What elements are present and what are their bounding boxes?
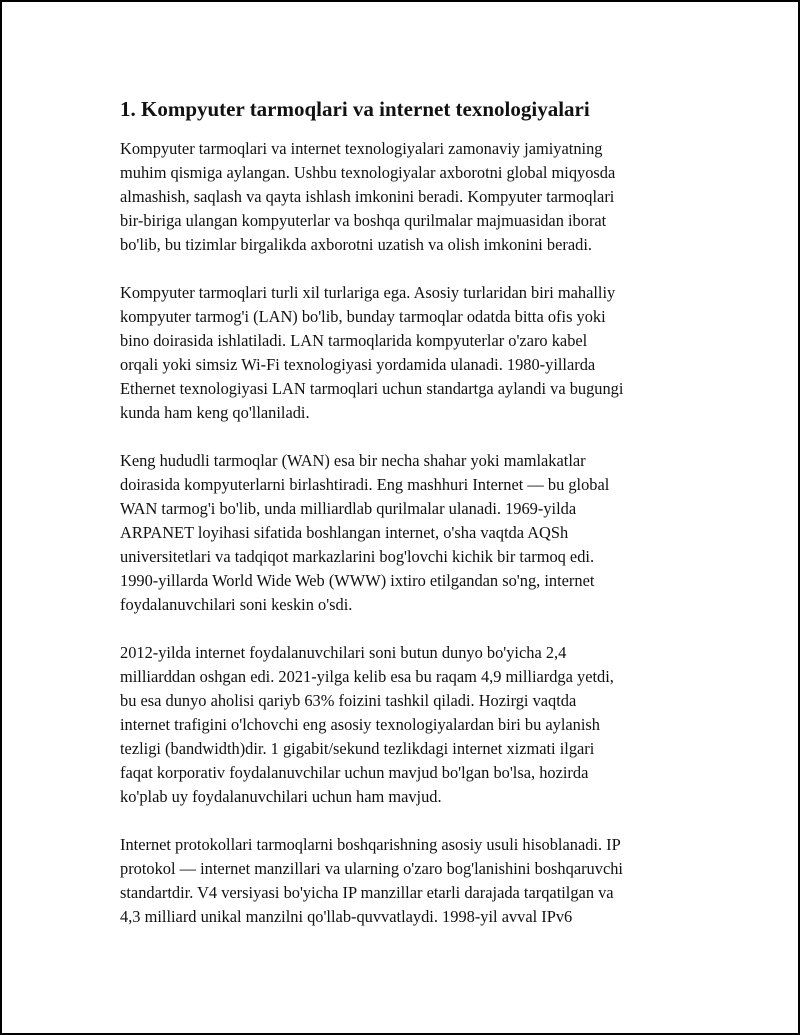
paragraph-line: doirasida kompyuterlarni birlashtiradi. Eng mashhuri Internet — bu global xyxy=(120,475,610,494)
paragraph-line: bu esa dunyo aholisi qariyb 63% foizini tashkil qiladi. Hozirgi vaqtda xyxy=(120,691,577,710)
paragraph-line: bo'lib, bu tizimlar birgalikda axborotni uzatish va olish imkonini beradi. xyxy=(120,235,592,254)
paragraph-line: ARPANET loyihasi sifatida boshlangan internet, o'sha vaqtda AQSh xyxy=(120,523,569,542)
paragraph-line: 2012-yilda internet foydalanuvchilari soni butun dunyo bo'yicha 2,4 xyxy=(120,643,567,662)
paragraph-line: universitetlari va tadqiqot markazlarini bog'lovchi kichik bir tarmoq edi. xyxy=(120,547,595,566)
paragraph-line: milliarddan oshgan edi. 2021-yilga kelib esa bu raqam 4,9 milliardga yetdi, xyxy=(120,667,614,686)
paragraph-4 xyxy=(120,641,700,809)
paragraph-line: tezligi (bandwidth)dir. 1 gigabit/sekund tezlikdagi internet xizmati ilgari xyxy=(120,739,595,758)
paragraph-line: orqali yoki simsiz Wi-Fi texnologiyasi yordamida ulanadi. 1980-yillarda xyxy=(120,355,596,374)
paragraph-line: Ethernet texnologiyasi LAN tarmoqlari uchun standartga aylandi va bugungi xyxy=(120,379,624,398)
paragraph-line: almashish, saqlash va qayta ishlash imkonini beradi. Kompyuter tarmoqlari xyxy=(120,187,615,206)
paragraph-line: Kompyuter tarmoqlari va internet texnologiyalari zamonaviy jamiyatning xyxy=(120,139,603,158)
paragraph-line: faqat korporativ foydalanuvchilar uchun mavjud bo'lgan bo'lsa, hozirda xyxy=(120,763,589,782)
paragraph-5 xyxy=(120,833,700,929)
paragraph-line: Internet protokollari tarmoqlarni boshqarishning asosiy usuli hisoblanadi. IP xyxy=(120,835,621,854)
paragraph-3 xyxy=(120,449,700,617)
paragraph-2 xyxy=(120,281,700,425)
paragraph-line: 1990-yillarda World Wide Web (WWW) ixtiro etilgandan so'ng, internet xyxy=(120,571,595,590)
paragraph-line: bir-biriga ulangan kompyuterlar va boshqa qurilmalar majmuasidan iborat xyxy=(120,211,607,230)
paragraph-line: 4,3 milliard unikal manzilni qo'llab-quvvatlaydi. 1998-yil avval IPv6 xyxy=(120,907,573,926)
paragraph-line: kunda ham keng qo'llaniladi. xyxy=(120,403,310,422)
paragraph-line: WAN tarmog'i bo'lib, unda milliardlab qurilmalar ulanadi. 1969-yilda xyxy=(120,499,577,518)
paragraph-line: protokol — internet manzillari va ularning o'zaro bog'lanishini boshqaruvchi xyxy=(120,859,623,878)
paragraph-line: Keng hududli tarmoqlar (WAN) esa bir necha shahar yoki mamlakatlar xyxy=(120,451,586,470)
paragraph-line: bino doirasida ishlatiladi. LAN tarmoqlarida kompyuterlar o'zaro kabel xyxy=(120,331,588,350)
paragraph-line: foydalanuvchilari soni keskin o'sdi. xyxy=(120,595,353,614)
paragraph-line: ko'plab uy foydalanuvchilari uchun ham mavjud. xyxy=(120,787,442,806)
paragraph-line: kompyuter tarmog'i (LAN) bo'lib, bunday tarmoqlar odatda bitta ofis yoki xyxy=(120,307,606,326)
document-content xyxy=(120,96,700,953)
paragraph-1 xyxy=(120,137,700,257)
document-title: 1. Kompyuter tarmoqlari va internet texnologiyalari xyxy=(120,97,590,121)
paragraph-line: muhim qismiga aylangan. Ushbu texnologiyalar axborotni global miqyosda xyxy=(120,163,616,182)
paragraph-line: internet trafigini o'lchovchi eng asosiy texnologiyalardan biri bu aylanish xyxy=(120,715,600,734)
paragraph-line: Kompyuter tarmoqlari turli xil turlariga ega. Asosiy turlaridan biri mahalliy xyxy=(120,283,616,302)
paragraph-line: standartdir. V4 versiyasi bo'yicha IP manzillar etarli darajada tarqatilgan va xyxy=(120,883,614,902)
